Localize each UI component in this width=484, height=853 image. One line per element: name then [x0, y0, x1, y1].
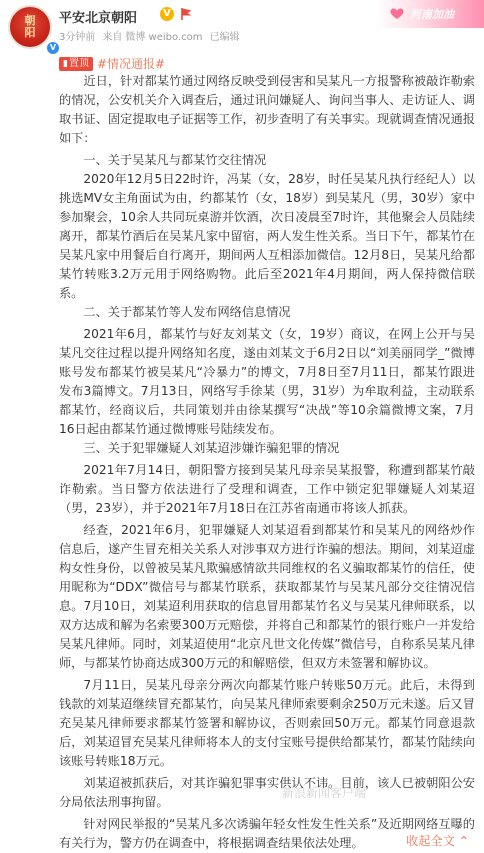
paragraph: 2021年6月，都某竹与好友刘某文（女，19岁）商议，在网上公开与吴某凡交往过程以提升网络知名度，遂由刘某文于6月2日以“刘美丽同学_”微博账号发布都某竹被吴某凡“冷暴力”的博文，7月8日至7月11日，都某竹跟进发布3篇博文。7月13日，网络写手徐某（男，31岁）为牟取利益，主动联系都某竹，经商议后，共同策划并由徐某撰写“决战”等10余篇微博文案，7月16日起由都某竹通过微博账号陆续发布。: [59, 327, 475, 436]
flag-icon[interactable]: [179, 6, 195, 22]
watermark: 新浪新闻客户端: [282, 786, 367, 800]
verified-v-icon: V: [46, 41, 60, 55]
pinned-badge: ▮置顶: [59, 57, 93, 71]
pin-icon: ▮: [63, 58, 68, 69]
paragraph: 刘某迢被抓获后，对其诈骗犯罪事实供认不讳。目前，该人已被朝阳公安分局依法刑事拘留。: [59, 776, 475, 809]
avatar[interactable]: [8, 5, 57, 52]
paragraph: 近日，针对都某竹通过网络反映受到侵害和吴某凡一方报警称被敲诈勒索的情况，公安机关介入调查后，通过讯问嫌疑人、询问当事人、走访证人、调取书证、固定提取电子证据等工作，初步查明了有关事实。现就调查情况通报如下：: [59, 74, 475, 145]
heart-icon: [390, 8, 404, 20]
user-name[interactable]: 平安北京朝阳: [59, 11, 138, 26]
post-time: 3分钟前: [59, 32, 96, 43]
campaign-banner[interactable]: [376, 0, 484, 28]
section-heading: 一、关于吴某凡与都某竹交往情况: [83, 153, 267, 167]
paragraph: 针对网民举报的“吴某凡多次诱骗年轻女性发生性关系”及近期网络互曝的有关行为，警方仍在调查中，将根据调查结果依法处理。: [59, 817, 475, 850]
collapse-text-link[interactable]: 收起全文 ⌃: [378, 832, 469, 851]
post-header: [0, 0, 484, 50]
post-source[interactable]: 微博 weibo.com: [125, 32, 203, 43]
banner-text: 河南加油: [410, 8, 454, 21]
chevron-up-icon: ⌃: [458, 834, 469, 848]
section-heading: 三、关于犯罪嫌疑人刘某迢涉嫌诈骗犯罪的情况: [83, 441, 340, 455]
post-meta: [59, 28, 247, 43]
member-crown-icon[interactable]: V: [160, 7, 174, 21]
post-body: [59, 72, 475, 853]
hashtag-link[interactable]: #情况通报#: [96, 56, 166, 71]
paragraph: 7月11日，吴某凡母亲分两次向都某竹账户转账50万元。此后，未得到钱款的刘某迢继续冒充都某竹，向吴某凡律师索要剩余250万元未遂。后又冒充吴某凡律师要求都某竹签署和解协议，否则索回50万元。都某竹同意退款后，刘某迢冒充吴某凡律师将本人的支付宝账号提供给都某竹，都某竹陆续向该账号转账18万元。: [59, 678, 475, 768]
section-heading: 二、关于都某竹等人发布网络信息情况: [83, 305, 291, 319]
source-prefix: 来自: [102, 32, 123, 43]
post-tags: [59, 53, 165, 69]
paragraph: 2021年7月14日，朝阳警方接到吴某凡母亲吴某报警，称遭到都某竹敲诈勒索。当日警方依法进行了受理和调查，工作中锁定犯罪嫌疑人刘某迢（男，23岁），并于2021年7月18日在江苏省南通市将该人抓获。: [59, 463, 475, 515]
avatar-logo-text: 朝 阳: [24, 14, 36, 39]
edited-label: 已编辑: [209, 32, 240, 43]
paragraph: 经查，2021年6月，犯罪嫌疑人刘某迢看到都某竹和吴某凡的网络炒作信息后，遂产生冒充相关关系人对涉事双方进行诈骗的想法。期间，刘某迢虚构女性身份，以曾被吴某凡欺骗感情欲共同维权的名义骗取都某竹的信任，使用昵称为“DDX”微信号与都某竹联系，获取都某竹与吴某凡部分交往情况信息。7月10日，刘某迢利用获取的信息冒用都某竹名义与吴某凡律师联系，以双方达成和解为名索要300万元赔偿，并将自己和都某竹的银行账户一并发给吴某凡律师。同时，刘某迢使用“北京凡世文化传媒”微信号，自称系吴某凡律师，与都某竹协商达成300万元的和解赔偿，但双方未签署和解协议。: [59, 523, 475, 670]
paragraph: 2020年12月5日22时许，冯某（女，28岁，时任吴某凡执行经纪人）以挑选MV女主角面试为由，约都某竹（女，18岁）到吴某凡（男，30岁）家中参加聚会，10余人共同玩桌游并饮酒，次日凌晨至7时许，其他聚会人员陆续离开，都某竹酒后在吴某凡家中留宿，两人发生性关系。当日下午，都某竹在吴某凡家中用餐后自行离开，期间两人互相添加微信。12月8日，吴某凡给都某竹转账3.2万元用于网络购物。此后至2021年4月期间，两人保持微信联系。: [59, 172, 475, 300]
